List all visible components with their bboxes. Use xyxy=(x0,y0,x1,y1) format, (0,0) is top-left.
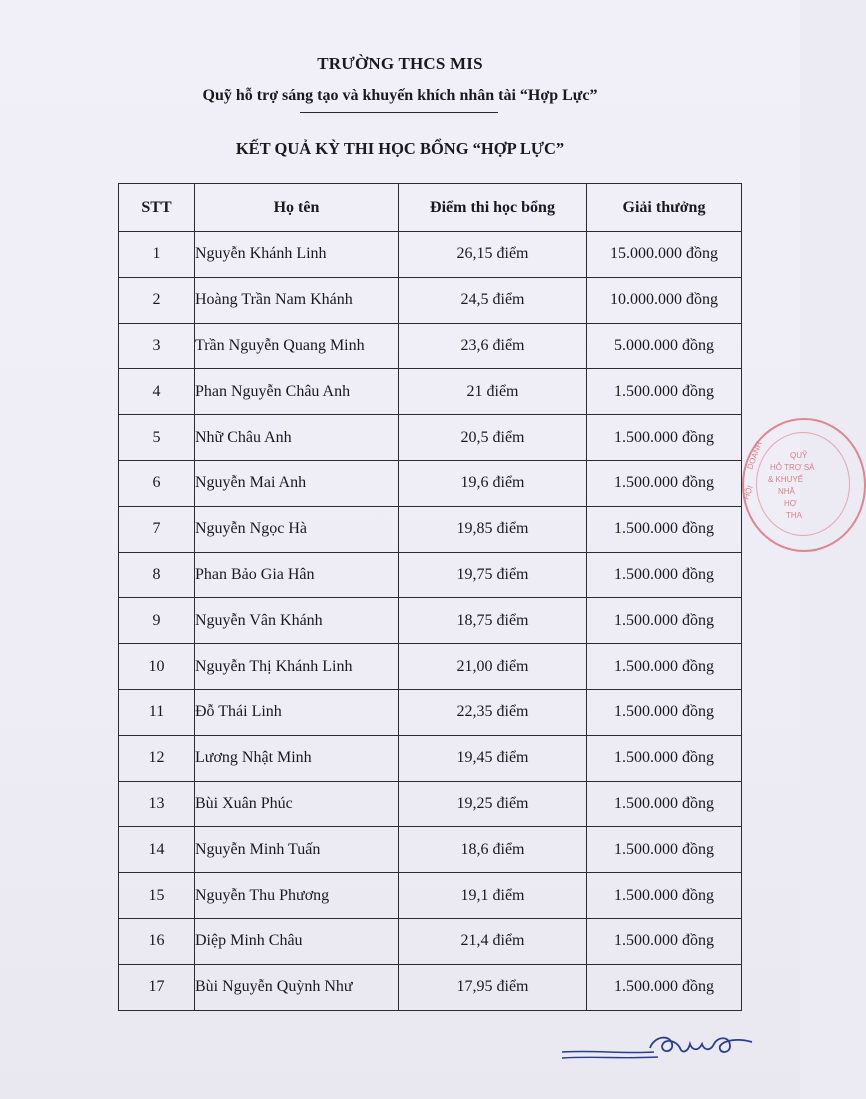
cell-prize: 10.000.000 đồng xyxy=(587,277,742,323)
cell-prize: 1.500.000 đồng xyxy=(587,460,742,506)
cell-score: 20,5 điểm xyxy=(399,415,587,461)
cell-prize: 1.500.000 đồng xyxy=(587,598,742,644)
stamp-fragment: HỢ xyxy=(784,499,797,508)
cell-prize: 1.500.000 đồng xyxy=(587,873,742,919)
cell-score: 19,1 điểm xyxy=(399,873,587,919)
cell-name: Nguyễn Vân Khánh xyxy=(195,598,399,644)
cell-name: Phan Nguyễn Châu Anh xyxy=(195,369,399,415)
cell-score: 24,5 điểm xyxy=(399,277,587,323)
cell-name: Hoàng Trần Nam Khánh xyxy=(195,277,399,323)
column-header-score: Điểm thi học bổng xyxy=(399,184,587,232)
stamp-fragment: DOANH xyxy=(745,440,764,471)
table-row xyxy=(119,415,742,461)
cell-stt: 7 xyxy=(119,506,195,552)
cell-name: Phan Bảo Gia Hân xyxy=(195,552,399,598)
cell-stt: 5 xyxy=(119,415,195,461)
table-row xyxy=(119,323,742,369)
table-row xyxy=(119,598,742,644)
cell-prize: 5.000.000 đồng xyxy=(587,323,742,369)
signature xyxy=(558,1026,768,1066)
cell-prize: 1.500.000 đồng xyxy=(587,918,742,964)
table-row xyxy=(119,781,742,827)
cell-score: 18,6 điểm xyxy=(399,827,587,873)
column-header-name: Họ tên xyxy=(195,184,399,232)
cell-prize: 1.500.000 đồng xyxy=(587,644,742,690)
document-title: KẾT QUẢ KỲ THI HỌC BỔNG “HỢP LỰC” xyxy=(235,139,565,158)
table-row xyxy=(119,873,742,919)
cell-stt: 10 xyxy=(119,644,195,690)
cell-stt: 17 xyxy=(119,964,195,1010)
cell-prize: 1.500.000 đồng xyxy=(587,506,742,552)
stamp-fragment: THA xyxy=(786,511,802,520)
cell-name: Nguyễn Ngọc Hà xyxy=(195,506,399,552)
cell-stt: 6 xyxy=(119,460,195,506)
cell-score: 19,45 điểm xyxy=(399,735,587,781)
cell-stt: 15 xyxy=(119,873,195,919)
cell-name: Nguyễn Mai Anh xyxy=(195,460,399,506)
table-row xyxy=(119,552,742,598)
cell-name: Nguyễn Minh Tuấn xyxy=(195,827,399,873)
cell-score: 23,6 điểm xyxy=(399,323,587,369)
cell-stt: 4 xyxy=(119,369,195,415)
cell-stt: 8 xyxy=(119,552,195,598)
stamp-fragment: NHÂ xyxy=(778,487,795,496)
cell-name: Nhữ Châu Anh xyxy=(195,415,399,461)
table-row xyxy=(119,689,742,735)
cell-score: 19,6 điểm xyxy=(399,460,587,506)
table-row xyxy=(119,918,742,964)
cell-stt: 11 xyxy=(119,689,195,735)
cell-prize: 1.500.000 đồng xyxy=(587,689,742,735)
cell-name: Bùi Xuân Phúc xyxy=(195,781,399,827)
cell-prize: 1.500.000 đồng xyxy=(587,415,742,461)
cell-prize: 1.500.000 đồng xyxy=(587,552,742,598)
cell-prize: 15.000.000 đồng xyxy=(587,232,742,278)
cell-score: 21,00 điểm xyxy=(399,644,587,690)
cell-stt: 9 xyxy=(119,598,195,644)
cell-prize: 1.500.000 đồng xyxy=(587,369,742,415)
table-body xyxy=(119,232,742,1011)
table-row xyxy=(119,277,742,323)
cell-stt: 14 xyxy=(119,827,195,873)
cell-name: Nguyễn Thị Khánh Linh xyxy=(195,644,399,690)
fund-underline xyxy=(300,112,498,113)
cell-name: Bùi Nguyễn Quỳnh Như xyxy=(195,964,399,1010)
cell-name: Lương Nhật Minh xyxy=(195,735,399,781)
cell-score: 19,25 điểm xyxy=(399,781,587,827)
cell-score: 19,75 điểm xyxy=(399,552,587,598)
cell-prize: 1.500.000 đồng xyxy=(587,964,742,1010)
cell-stt: 2 xyxy=(119,277,195,323)
stamp-fragment: QUỸ xyxy=(790,451,808,460)
table-row xyxy=(119,369,742,415)
column-header-stt: STT xyxy=(119,184,195,232)
cell-score: 17,95 điểm xyxy=(399,964,587,1010)
cell-prize: 1.500.000 đồng xyxy=(587,735,742,781)
cell-stt: 13 xyxy=(119,781,195,827)
table-row xyxy=(119,735,742,781)
stamp-fragment: HỖ TRỢ SÁ xyxy=(770,463,815,472)
cell-name: Nguyễn Thu Phương xyxy=(195,873,399,919)
stamp-fragment: & KHUYẾ xyxy=(768,475,804,484)
official-stamp-inner-ring xyxy=(756,432,850,536)
cell-name: Trần Nguyễn Quang Minh xyxy=(195,323,399,369)
fund-name: Quỹ hỗ trợ sáng tạo và khuyến khích nhân tài “Hợp Lực” xyxy=(202,87,598,104)
table-row xyxy=(119,644,742,690)
cell-name: Đỗ Thái Linh xyxy=(195,689,399,735)
cell-score: 19,85 điểm xyxy=(399,506,587,552)
results-table xyxy=(118,183,742,1011)
cell-stt: 12 xyxy=(119,735,195,781)
school-name: TRƯỜNG THCS MIS xyxy=(317,54,483,73)
cell-score: 18,75 điểm xyxy=(399,598,587,644)
table-row xyxy=(119,827,742,873)
cell-score: 22,35 điểm xyxy=(399,689,587,735)
cell-stt: 16 xyxy=(119,918,195,964)
cell-score: 26,15 điểm xyxy=(399,232,587,278)
stamp-fragment: HỘI xyxy=(741,484,755,501)
column-header-prize: Giải thưởng xyxy=(587,184,742,232)
cell-score: 21,4 điểm xyxy=(399,918,587,964)
table-row xyxy=(119,964,742,1010)
table-row xyxy=(119,460,742,506)
cell-stt: 1 xyxy=(119,232,195,278)
cell-name: Nguyễn Khánh Linh xyxy=(195,232,399,278)
table-row xyxy=(119,232,742,278)
cell-name: Diệp Minh Châu xyxy=(195,918,399,964)
cell-prize: 1.500.000 đồng xyxy=(587,781,742,827)
table-header-row xyxy=(119,184,742,232)
table-row xyxy=(119,506,742,552)
cell-stt: 3 xyxy=(119,323,195,369)
cell-score: 21 điểm xyxy=(399,369,587,415)
cell-prize: 1.500.000 đồng xyxy=(587,827,742,873)
